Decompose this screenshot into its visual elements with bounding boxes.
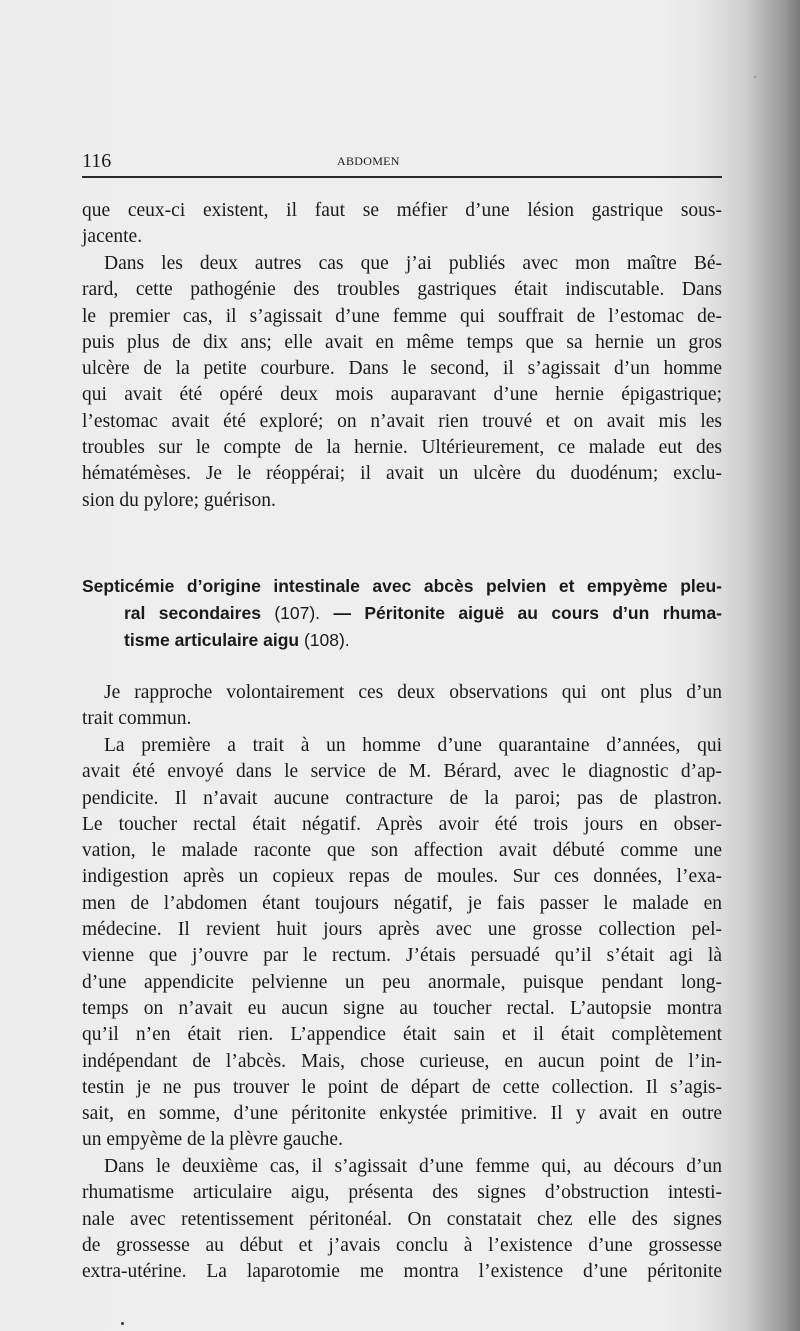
text-line: de grossesse au début et j’avais conclu à l’existence d’une grossesse xyxy=(82,1234,722,1256)
running-title: ABDOMEN xyxy=(337,154,400,168)
text-line: extra-utérine. La laparotomie me montra l’existence d’une péritonite xyxy=(82,1261,722,1283)
heading-line xyxy=(82,600,722,627)
text-line: rhumatisme articulaire aigu, présenta des signes d’obstruction intesti- xyxy=(82,1182,722,1204)
text-line: puis plus de dix ans; elle avait en même temps que sa hernie un gros xyxy=(82,331,722,353)
text-line: La première a trait à un homme d’une quarantaine d’années, qui xyxy=(104,735,722,756)
text-line: avait été envoyé dans le service de M. Bérard, avec le diagnostic d’ap- xyxy=(82,761,722,783)
text-line: indépendant de l’abcès. Mais, chose curieuse, en aucun point de l’in- xyxy=(82,1050,722,1072)
text-line: temps on n’avait eu aucun signe au toucher rectal. L’autopsie montra xyxy=(82,997,722,1019)
running-head xyxy=(82,150,722,176)
text-line: testin je ne pus trouver le point de départ de cette collection. Il s’agis- xyxy=(82,1076,722,1098)
text-line: un empyème de la plèvre gauche. xyxy=(82,1129,343,1151)
heading-text: ral secondaires xyxy=(124,603,261,623)
text-line: vation, le malade raconte que son affection avait débuté comme une xyxy=(82,840,722,862)
text-line: Le toucher rectal était négatif. Après avoir été trois jours en obser- xyxy=(82,813,722,835)
paper-speck xyxy=(754,76,756,78)
text-line: jacente. xyxy=(82,226,143,248)
text-line: l’estomac avait été exploré; on n’avait rien trouvé et on avait mis les xyxy=(82,410,722,432)
reference-number: (107). xyxy=(260,603,334,623)
text-line: que ceux-ci existent, il faut se méfier d’une lésion gastrique sous- xyxy=(82,200,722,221)
paragraph-intro xyxy=(82,680,722,733)
text-line: pendicite. Il n’avait aucune contracture de la paroi; pas de plastron. xyxy=(82,787,722,809)
text-line: d’une appendicite pelvienne un peu anormale, puisque pendant long- xyxy=(82,971,722,993)
page-number: 116 xyxy=(82,150,112,172)
reference-number: (108). xyxy=(299,630,350,650)
paper-speck xyxy=(121,1322,124,1325)
text-line: nale avec retentissement péritonéal. On constatait chez elle des signes xyxy=(82,1208,722,1230)
heading-line xyxy=(82,627,722,654)
text-line: qui avait été opéré deux mois auparavant d’une hernie épigastrique; xyxy=(82,384,722,406)
text-line: sait, en somme, d’une péritonite enkystée primitive. Il y avait en outre xyxy=(82,1103,722,1125)
text-line: men de l’abdomen étant toujours négatif, je fais passer le malade en xyxy=(82,892,722,914)
text-line: rard, cette pathogénie des troubles gastriques était indiscutable. Dans xyxy=(82,279,722,301)
section-heading xyxy=(82,573,722,654)
heading-text: tisme articulaire aigu xyxy=(124,630,300,650)
paragraph-continuation xyxy=(82,198,722,251)
text-line: Dans les deux autres cas que j’ai publiés avec mon maître Bé- xyxy=(104,253,722,274)
text-line: troubles sur le compte de la hernie. Ultérieurement, ce malade eut des xyxy=(82,437,722,459)
header-rule xyxy=(82,176,722,178)
text-line: Dans le deuxième cas, il s’agissait d’une femme qui, au décours d’un xyxy=(104,1156,722,1177)
text-line: indigestion après un copieux repas de moules. Sur ces données, l’exa- xyxy=(82,866,722,888)
paragraph-berard-cases xyxy=(82,251,722,514)
text-line: médecine. Il revient huit jours après avec une grosse collection pel- xyxy=(82,919,722,941)
heading-line: Septicémie d’origine intestinale avec abcès pelvien et empyème pleu- xyxy=(82,576,722,596)
text-line: vienne que j’ouvre par le rectum. J’étais persuadé qu’il s’était agi là xyxy=(82,945,722,967)
text-line: qu’il n’en était rien. L’appendice était sain et il était complètement xyxy=(82,1024,722,1046)
paragraph-second-case xyxy=(82,1154,722,1285)
heading-text: — Péritonite aiguë au cours d’un rhuma- xyxy=(333,603,722,623)
text-line: ulcère de la petite courbure. Dans le second, il s’agissait d’un homme xyxy=(82,358,722,380)
text-line: trait commun. xyxy=(82,708,192,730)
text-line: hématémèses. Je le réoppérai; il avait un ulcère du duodénum; exclu- xyxy=(82,463,722,485)
text-line: le premier cas, il s’agissait d’une femme qui souffrait de l’estomac de- xyxy=(82,305,722,327)
text-line: Je rapproche volontairement ces deux observations qui ont plus d’un xyxy=(104,682,722,703)
text-line: sion du pylore; guérison. xyxy=(82,489,276,511)
paragraph-first-case xyxy=(82,733,722,1154)
